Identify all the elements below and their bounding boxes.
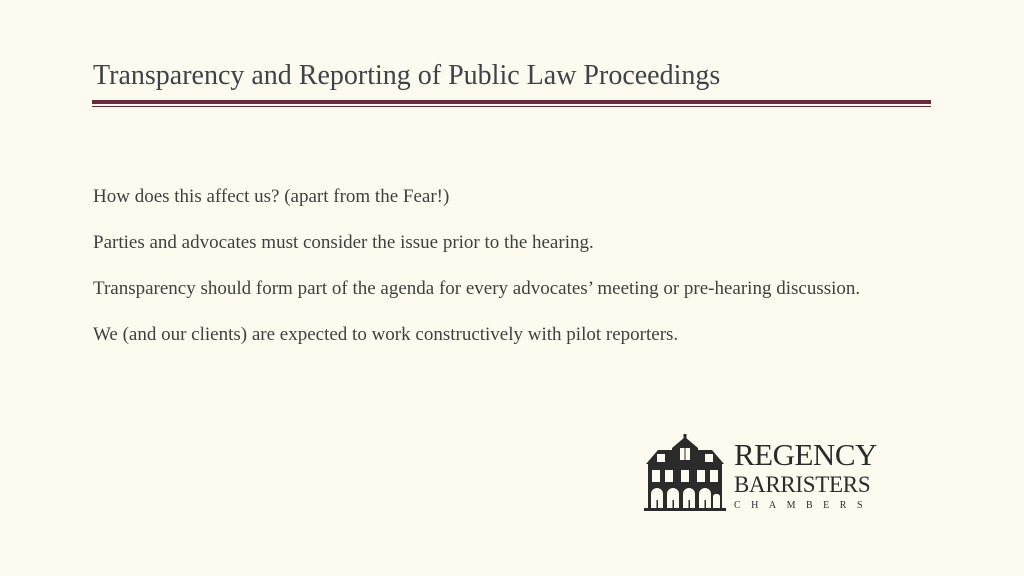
regency-barristers-logo [644, 434, 894, 514]
paragraph-impact: How does this affect us? (apart from the Fear!) [93, 186, 450, 207]
paragraph-agenda: Transparency should form part of the agenda for every advocates’ meeting or pre-hearing discussion. [93, 278, 861, 299]
title-rule-thick [92, 100, 931, 104]
logo-wordmark-barristers: BARRISTERS [734, 472, 871, 497]
logo-wordmark-chambers: CHAMBERS [734, 500, 874, 511]
slide-body [93, 186, 943, 370]
logo-wordmark-regency: REGENCY [734, 437, 877, 472]
building-icon [644, 434, 726, 512]
paragraph-reporters: We (and our clients) are expected to work constructively with pilot reporters. [93, 324, 679, 345]
slide-title: Transparency and Reporting of Public Law Proceedings [93, 60, 721, 91]
title-rule-thin [92, 106, 931, 107]
paragraph-parties: Parties and advocates must consider the issue prior to the hearing. [93, 232, 594, 253]
